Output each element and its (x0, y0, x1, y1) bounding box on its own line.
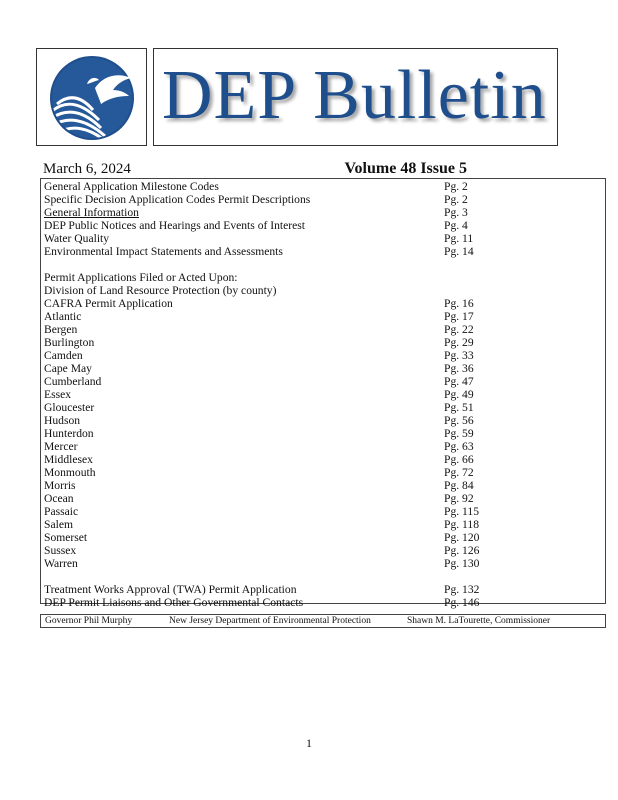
dateline (41, 160, 467, 180)
toc-row[interactable] (44, 492, 604, 505)
toc-label: Bergen (44, 323, 78, 336)
toc-row[interactable] (44, 336, 604, 349)
toc-page: Pg. 63 (444, 440, 474, 453)
toc-row[interactable] (44, 414, 604, 427)
toc-label: Permit Applications Filed or Acted Upon: (44, 271, 238, 284)
toc-page: Pg. 36 (444, 362, 474, 375)
toc-page: Pg. 47 (444, 375, 474, 388)
toc-label: Essex (44, 388, 72, 401)
toc-label: DEP Public Notices and Hearings and Events of Interest (44, 219, 306, 232)
toc-page: Pg. 22 (444, 323, 474, 336)
toc-label: Environmental Impact Statements and Assessments (44, 245, 283, 258)
toc-row[interactable] (44, 466, 604, 479)
toc-row[interactable] (44, 440, 604, 453)
toc-page: Pg. 72 (444, 466, 474, 479)
toc-row[interactable] (44, 271, 604, 284)
toc-row[interactable] (44, 557, 604, 570)
toc-page: Pg. 56 (444, 414, 474, 427)
toc-label: Hunterdon (44, 427, 94, 440)
toc-row[interactable] (44, 518, 604, 531)
toc-row[interactable] (44, 219, 604, 232)
toc-page: Pg. 16 (444, 297, 474, 310)
toc-page: Pg. 2 (444, 193, 468, 206)
toc-label: Ocean (44, 492, 74, 505)
toc-label: Water Quality (44, 232, 110, 245)
toc-page: Pg. 146 (444, 596, 480, 609)
toc-label: Gloucester (44, 401, 95, 414)
toc-page: Pg. 92 (444, 492, 474, 505)
toc-label: Passaic (44, 505, 79, 518)
toc-row[interactable] (44, 401, 604, 414)
toc-label: General Information (44, 206, 139, 219)
toc-row[interactable] (44, 180, 604, 193)
footer-governor: Governor Phil Murphy (45, 616, 133, 626)
toc-row[interactable] (44, 232, 604, 245)
toc-page: Pg. 4 (444, 219, 468, 232)
footer (40, 614, 606, 628)
toc-row[interactable] (44, 596, 604, 609)
masthead (36, 48, 558, 150)
toc-page: Pg. 33 (444, 349, 474, 362)
toc-row[interactable] (44, 193, 604, 206)
bulletin-title: DEP Bulletin (162, 57, 547, 134)
page-number: 1 (306, 736, 312, 750)
toc-page: Pg. 132 (444, 583, 480, 596)
toc-row[interactable] (44, 310, 604, 323)
toc-label: Camden (44, 349, 83, 362)
toc-row[interactable] (44, 323, 604, 336)
toc-row[interactable] (44, 505, 604, 518)
toc-label: Division of Land Resource Protection (by county) (44, 284, 277, 297)
toc-row[interactable] (44, 531, 604, 544)
toc-label: Treatment Works Approval (TWA) Permit Application (44, 583, 297, 596)
table-of-contents (40, 178, 606, 609)
toc-page: Pg. 14 (444, 245, 474, 258)
toc-page: Pg. 84 (444, 479, 474, 492)
toc-row[interactable] (44, 479, 604, 492)
toc-page: Pg. 126 (444, 544, 480, 557)
toc-page: Pg. 59 (444, 427, 474, 440)
toc-row[interactable] (44, 362, 604, 375)
toc-row[interactable] (44, 206, 604, 219)
toc-page: Pg. 29 (444, 336, 474, 349)
toc-label: Sussex (44, 544, 77, 557)
issue-date: March 6, 2024 (43, 161, 131, 177)
toc-page: Pg. 120 (444, 531, 480, 544)
toc-label: Specific Decision Application Codes Permit Descriptions (44, 193, 311, 206)
toc-page: Pg. 2 (444, 180, 468, 193)
toc-label: Morris (44, 479, 76, 492)
toc-label: Monmouth (44, 466, 96, 479)
toc-label: Middlesex (44, 453, 93, 466)
logo-box (36, 48, 147, 146)
toc-page: Pg. 115 (444, 505, 480, 518)
toc-row[interactable] (44, 284, 604, 297)
toc-label: Somerset (44, 531, 88, 544)
toc-label: Salem (44, 518, 73, 531)
nj-dep-seal-icon (43, 54, 141, 142)
footer-commissioner: Shawn M. LaTourette, Commissioner (407, 616, 551, 626)
toc-label: Mercer (44, 440, 78, 453)
toc-label: DEP Permit Liaisons and Other Governmental Contacts (44, 596, 304, 609)
toc-label: Hudson (44, 414, 81, 427)
toc-label: Atlantic (44, 310, 82, 323)
toc-row[interactable] (44, 427, 604, 440)
toc-page: Pg. 118 (444, 518, 480, 531)
toc-label: Burlington (44, 336, 95, 349)
toc-row[interactable] (44, 245, 604, 258)
toc-page: Pg. 17 (444, 310, 474, 323)
toc-page: Pg. 49 (444, 388, 474, 401)
toc-page: Pg. 3 (444, 206, 468, 219)
toc-page: Pg. 11 (444, 232, 474, 245)
toc-label: Cumberland (44, 375, 102, 388)
toc-label: General Application Milestone Codes (44, 180, 219, 193)
toc-row[interactable] (44, 388, 604, 401)
footer-department: New Jersey Department of Environmental Protection (169, 616, 371, 626)
toc-row[interactable] (44, 349, 604, 362)
toc-row[interactable] (44, 453, 604, 466)
issue-volume: Volume 48 Issue 5 (344, 160, 467, 177)
toc-page: Pg. 130 (444, 557, 480, 570)
toc-row[interactable] (44, 375, 604, 388)
toc-page: Pg. 66 (444, 453, 474, 466)
toc-label: Warren (44, 557, 78, 570)
toc-label: Cape May (44, 362, 92, 375)
toc-row[interactable] (44, 583, 604, 596)
toc-page: Pg. 51 (444, 401, 474, 414)
toc-label: CAFRA Permit Application (44, 297, 173, 310)
title-box (153, 48, 558, 146)
toc-row[interactable] (44, 297, 604, 310)
toc-row[interactable] (44, 544, 604, 557)
